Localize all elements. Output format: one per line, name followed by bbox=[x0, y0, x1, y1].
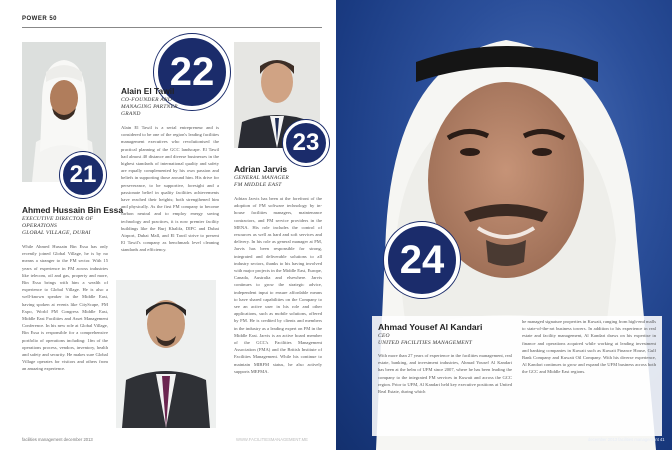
profile-title-21 bbox=[22, 216, 112, 237]
portrait-photo-22 bbox=[116, 280, 216, 428]
footer-center: WWW.FACILITIESMANAGEMENT.ME bbox=[236, 437, 308, 442]
title-line: UNITED FACILITIES MANAGEMENT bbox=[378, 340, 473, 346]
title-line: OPERATIONS bbox=[22, 223, 58, 229]
title-line: GLOBAL VILLAGE, DUBAI bbox=[22, 230, 91, 236]
profile-body-21: While Ahmed Hussain Bin Essa has only recently joined Global Village, he is by no means a stranger to the FM sector. With 15 years of experience in FM across industries like telecom, oil and gas, property and more, Bin Essa brings with him a wealth of experience to Global Village. He is also a well-known speaker in the Middle East, having spoken at events like CityScape, FM Expo, World FM Congress Middle East, Middle East Facilities and Asset Management Conference. In his new role at Global Village, Bin Essa is responsible for a comprehensive portfolio of operations including: 1fm of the operations process, vendors, inventory, health and safety and security. He makes sure Global Village operates for visitors and others from an amazing experience. bbox=[22, 244, 108, 372]
footer-left: facilities management december 2013 bbox=[22, 437, 93, 442]
profile-body-24-col2: he managed signature properties in Kuwait, ranging from high-end malls to state-of-the-art business towers. In addition to his experience in real estate and facility management, Al Kandari draws on his expertise in finance and operations acquired while working at leading investment and banking companies in Kuwait such as Kuwait Finance House, Gulf Bank Company and Kuwait Oil Company. With his diverse experience, Al Kandari continues to grow and expand the UFM business across both the GCC and Middle East regions. bbox=[522, 319, 656, 375]
title-line: MANAGING PARTNER bbox=[121, 104, 178, 110]
rank-badge-21: 21 bbox=[60, 152, 106, 198]
caption-box-24 bbox=[372, 316, 662, 436]
rank-badge-24: 24 bbox=[384, 222, 460, 298]
profile-name-21: Ahmed Hussain Bin Essa bbox=[22, 205, 123, 215]
title-line: GENERAL MANAGER bbox=[234, 175, 289, 181]
rank-badge-22: 22 bbox=[154, 34, 230, 110]
profile-title-22 bbox=[121, 97, 221, 118]
rank-badge-23: 23 bbox=[283, 120, 329, 166]
profile-name-24: Ahmad Yousef Al Kandari bbox=[378, 322, 483, 332]
title-line: CEO bbox=[378, 333, 390, 339]
title-line: FM MIDDLE EAST bbox=[234, 182, 282, 188]
profile-name-22: Alain El Tawil bbox=[121, 86, 175, 96]
profile-name-23: Adrian Jarvis bbox=[234, 164, 288, 174]
profile-title-24 bbox=[378, 333, 518, 347]
title-line: EXECUTIVE DIRECTOR OF bbox=[22, 216, 94, 222]
title-line: GRAND bbox=[121, 111, 141, 117]
title-line: CO-FOUNDER AND bbox=[121, 97, 173, 103]
profile-title-23 bbox=[234, 175, 324, 189]
profile-body-23: Adrian Jarvis has been at the forefront of the adoption of FM software technology by in-house facilities managers, maintenance contractors, and FM service providers in the MENA. His role includes the control of resources as well as hard and soft services and delivery. In his role as general manager at FM, Jarvis has been responsible for strong, integrated and deliverable solutions to all industry sectors, thanks to his having involved with major projects in the Middle East, Europe, Canada, Australia and elsewhere. Jarvis continues to grow the strategic advice, independent input to ensure affordable means to have shared capabilities on the Company to see an active user in his role and other applications, such as mobile solutions, offered by FM. He is credited by clients and members in the industry as a leading expert on FM in the Middle East. Jarvis is an active board member of the GCC's Facilities Management Association (FMA) and the British Institute of Facilities Management. While his continue to maintain MIBFM status, he also actively supports MEFMA. bbox=[234, 196, 322, 374]
profile-body-24-col1: With more than 27 years of experience in the facilities management, real estate, banking, and investment industries, Ahmad Yousef Al Kandari has been at the helm of UFM since 2007, where he has been leading the company to the integrated FM services in Kuwait and across the GCC region. Prior to UFM, Al Kandari held key executive positions at United Real Estate, during which bbox=[378, 353, 512, 395]
section-label: POWER 50 bbox=[22, 16, 58, 22]
portrait-22-illustration bbox=[116, 280, 216, 428]
profile-body-22: Alain El Tawil is a serial entrepreneur and is considered to be one of the region's leading facilities management executives who revolutionised the practical planning of the GCC landscape. El Tawil had almost 40 distance and diverse businesses in the highest standards of international quality and safety are equally complemented by his own passion and beliefs in supporting those around him. His drive for perseverance, to be supportive, foresight and a passionate belief in quality facilities achievements have reached their heights; both strengthened him and physically. As the first FM company to become carbon neutral and to employ energy saving technology and practices, it is now premier facility buildings like the Burj Khalifa, DIFC and Dubai Airport, Dubai Mall, and El Tawil strive to present El Tawil's company as benchmark level cleaning standards and efficiency. bbox=[121, 125, 219, 253]
top-rule bbox=[22, 27, 322, 28]
footer-right: december 2013 facilities management 41 bbox=[588, 437, 665, 442]
